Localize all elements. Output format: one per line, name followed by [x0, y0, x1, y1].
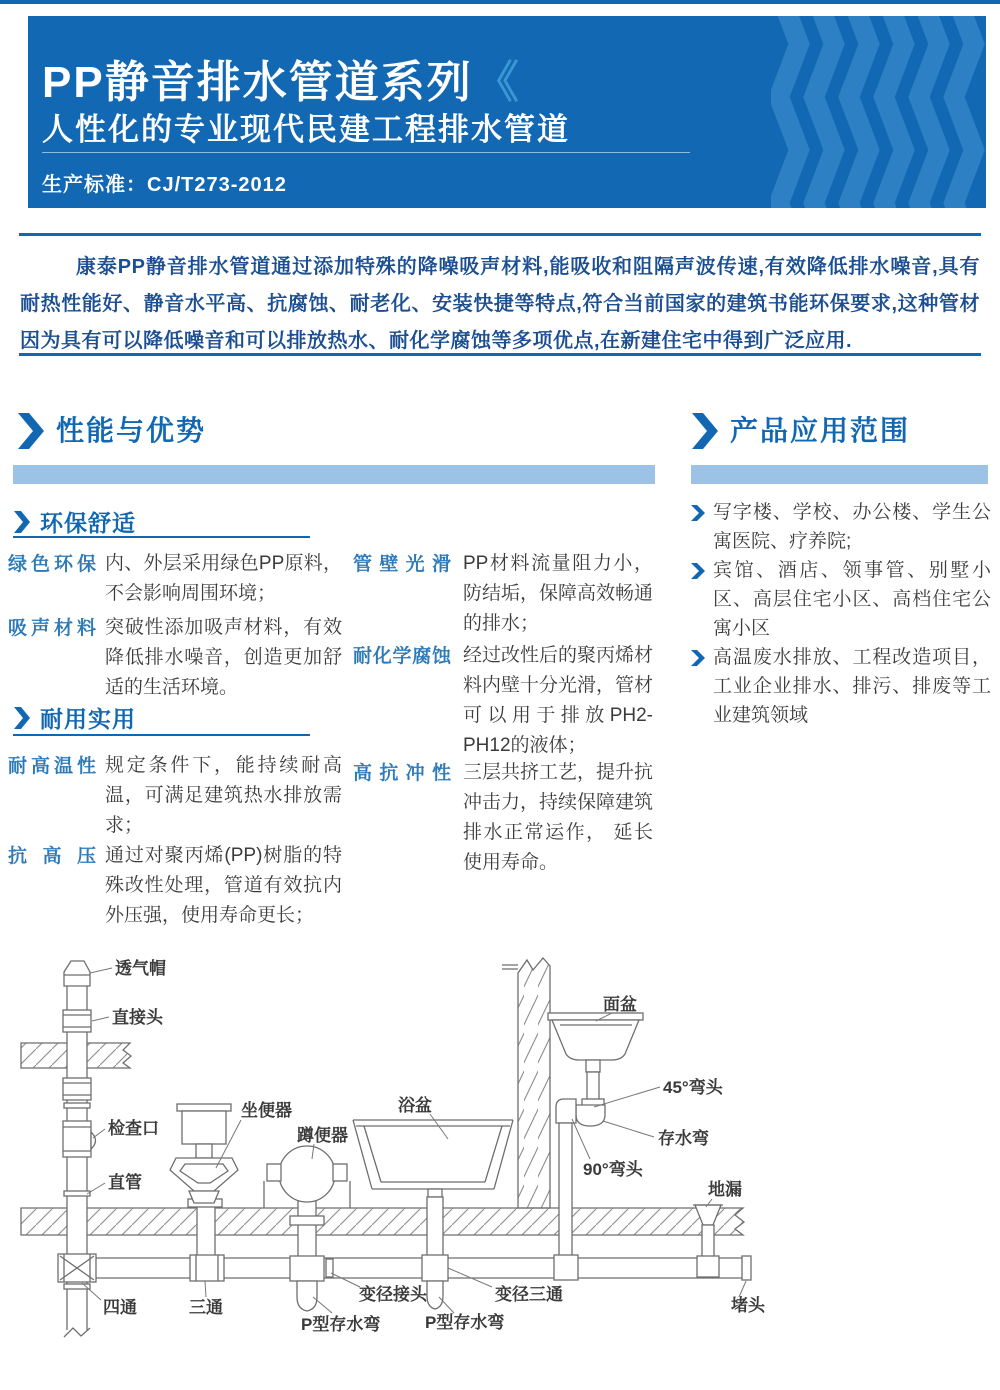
list-item — [689, 498, 991, 556]
label-basin: 面盆 — [603, 995, 637, 1014]
label-vent-cap: 透气帽 — [115, 959, 166, 978]
header-divider — [42, 152, 690, 153]
section-performance-band — [13, 465, 655, 484]
label-straight-pipe: 直管 — [108, 1173, 142, 1192]
label-reducing-tee: 变径三通 — [495, 1285, 563, 1304]
end-cap-shape — [742, 1256, 751, 1280]
subsection-eco-header — [14, 505, 136, 538]
feature-term: 耐化学腐蚀 — [353, 646, 451, 667]
trap-shape — [576, 1105, 605, 1126]
feature-term: 耐高温性 — [8, 756, 96, 777]
subsection-chevron-icon — [14, 706, 30, 730]
intro-rule-bottom — [19, 353, 981, 356]
p-trap-shape — [297, 1281, 317, 1311]
feature-desc: 经过改性后的聚丙烯材料内壁十分光滑，管材可以用于排放PH2-PH12的液体； — [463, 645, 654, 756]
bathtub-shape — [353, 1120, 513, 1189]
applications-list — [689, 498, 991, 730]
label-straight-coupling: 直接头 — [112, 1008, 163, 1027]
subsection-eco-title: 环保舒适 — [40, 510, 136, 536]
list-item — [689, 556, 991, 643]
subsection-chevron-icon — [14, 510, 30, 534]
toilet-assembly — [170, 1104, 238, 1281]
label-cross-fitting: 四通 — [103, 1298, 137, 1317]
tee-fitting-shape — [190, 1255, 224, 1281]
label-toilet: 坐便器 — [241, 1101, 292, 1120]
basin-bowl — [552, 1020, 639, 1060]
basin-assembly — [548, 1013, 643, 1280]
elbow-90-shape — [556, 1099, 576, 1123]
feature-desc: PP材料流量阻力小，防结垢，保障高效畅通的排水； — [463, 553, 654, 634]
feature-item — [353, 758, 653, 878]
page-subtitle: 人性化的专业现代民建工程排水管道 — [42, 112, 570, 147]
main-drain-pipe — [58, 1254, 751, 1282]
list-item — [689, 643, 991, 730]
feature-item — [8, 549, 342, 609]
toilet-bowl — [170, 1158, 238, 1191]
feature-desc: 三层共挤工艺，提升抗冲击力，持续保障建筑排水正常运作， 延长使用寿命。 — [463, 762, 654, 873]
application-text: 高温废水排放、工程改造项目，工业企业排水、排污、排废等工业建筑领域 — [713, 647, 991, 726]
feature-item — [8, 613, 342, 703]
subsection-durable-title: 耐用实用 — [40, 706, 136, 732]
feature-term: 高抗冲性 — [353, 763, 451, 784]
floor-slab-lower — [21, 1208, 744, 1235]
intro-rule-top — [19, 233, 981, 236]
feature-desc: 内、外层采用绿色PP原料，不会影响周围环境； — [105, 553, 342, 604]
label-elbow-90: 90°弯头 — [583, 1160, 643, 1179]
feature-item — [353, 641, 653, 761]
label-end-cap: 堵头 — [731, 1296, 765, 1315]
feature-term: 管壁光滑 — [353, 554, 451, 575]
tee-fitting-shape — [290, 1256, 324, 1281]
label-inspection-port: 检查口 — [108, 1119, 159, 1138]
toilet-tank-lid — [177, 1104, 231, 1111]
feature-desc: 突破性添加吸声材料，有效降低排水噪音，创造更加舒适的生活环境。 — [105, 617, 342, 698]
feature-term: 吸声材料 — [8, 618, 96, 639]
title-chevron-mark: 《 — [474, 58, 521, 107]
label-tee: 三通 — [189, 1298, 223, 1317]
feature-item — [353, 549, 653, 639]
chevron-pattern-decoration — [771, 16, 986, 208]
bullet-chevron-icon — [691, 649, 705, 667]
section-applications-header — [692, 412, 910, 450]
section-performance-header — [18, 412, 206, 450]
header-banner — [28, 16, 986, 208]
feature-desc: 通过对聚丙烯(PP)树脂的特殊改性处理，管道有效抗内外压强，使用寿命更长； — [105, 845, 342, 926]
feature-item — [8, 751, 342, 841]
application-text: 宾馆、酒店、领事管、别墅小区、高层住宅小区、高档住宅公寓小区 — [713, 560, 991, 639]
intro-paragraph: 康泰PP静音排水管道通过添加特殊的降噪吸声材料,能吸收和阻隔声波传速,有效降低排水噪音,具有耐热性能好、静音水平高、抗腐蚀、耐老化、安装快捷等特点,符合当前国家的建筑书能环保要求,这种管材因为具有可以降低噪音和可以排放热水、耐化学腐蚀等多项优点,在新建住宅中得到广泛应用. — [20, 256, 980, 352]
page-title-text: PP静音排水管道系列 — [42, 58, 473, 107]
label-floor-drain: 地漏 — [708, 1180, 742, 1199]
feature-desc: 规定条件下，能持续耐高温，可满足建筑热水排放需求； — [105, 755, 342, 836]
label-bathtub: 浴盆 — [398, 1096, 432, 1115]
label-trap: 存水弯 — [658, 1129, 709, 1148]
reducing-coupling-shape — [326, 1259, 333, 1277]
feature-term: 抗高压 — [8, 846, 96, 867]
pipe-installation-diagram — [20, 953, 780, 1390]
subsection-eco-underline — [13, 536, 310, 538]
label-p-trap-2: P型存水弯 — [425, 1313, 505, 1332]
subsection-durable-header — [14, 701, 136, 734]
coupling-shape — [63, 1010, 91, 1032]
reducing-tee-shape — [422, 1255, 448, 1281]
squat-pan — [279, 1146, 335, 1202]
basin-counter — [548, 1013, 643, 1020]
section-chevron-icon — [692, 412, 718, 450]
section-applications-title: 产品应用范围 — [730, 415, 911, 446]
application-text: 写字楼、学校、办公楼、学生公寓医院、疗养院; — [713, 502, 991, 552]
section-chevron-icon — [18, 412, 44, 450]
feature-term: 绿色环保 — [8, 554, 96, 575]
p-trap-shape — [427, 1281, 443, 1309]
production-standard: 生产标准：CJ/T273-2012 — [42, 174, 287, 196]
coupling-shape — [63, 1078, 91, 1100]
tee-fitting-shape — [554, 1255, 578, 1280]
section-applications-band — [691, 465, 988, 484]
section-performance-title: 性能与优势 — [56, 415, 207, 446]
label-reducing-coupling: 变径接头 — [359, 1285, 427, 1304]
subsection-durable-underline — [13, 734, 310, 736]
bullet-chevron-icon — [691, 504, 705, 522]
label-squat-toilet: 蹲便器 — [297, 1126, 348, 1145]
feature-item — [8, 841, 342, 931]
toilet-tank — [182, 1111, 226, 1144]
top-accent-bar — [0, 0, 1000, 4]
label-p-trap-1: P型存水弯 — [301, 1315, 381, 1334]
vent-cap-shape — [64, 961, 90, 986]
page-title — [42, 46, 521, 110]
bullet-chevron-icon — [691, 562, 705, 580]
label-elbow-45: 45°弯头 — [663, 1078, 723, 1097]
wall-section — [502, 958, 550, 1208]
